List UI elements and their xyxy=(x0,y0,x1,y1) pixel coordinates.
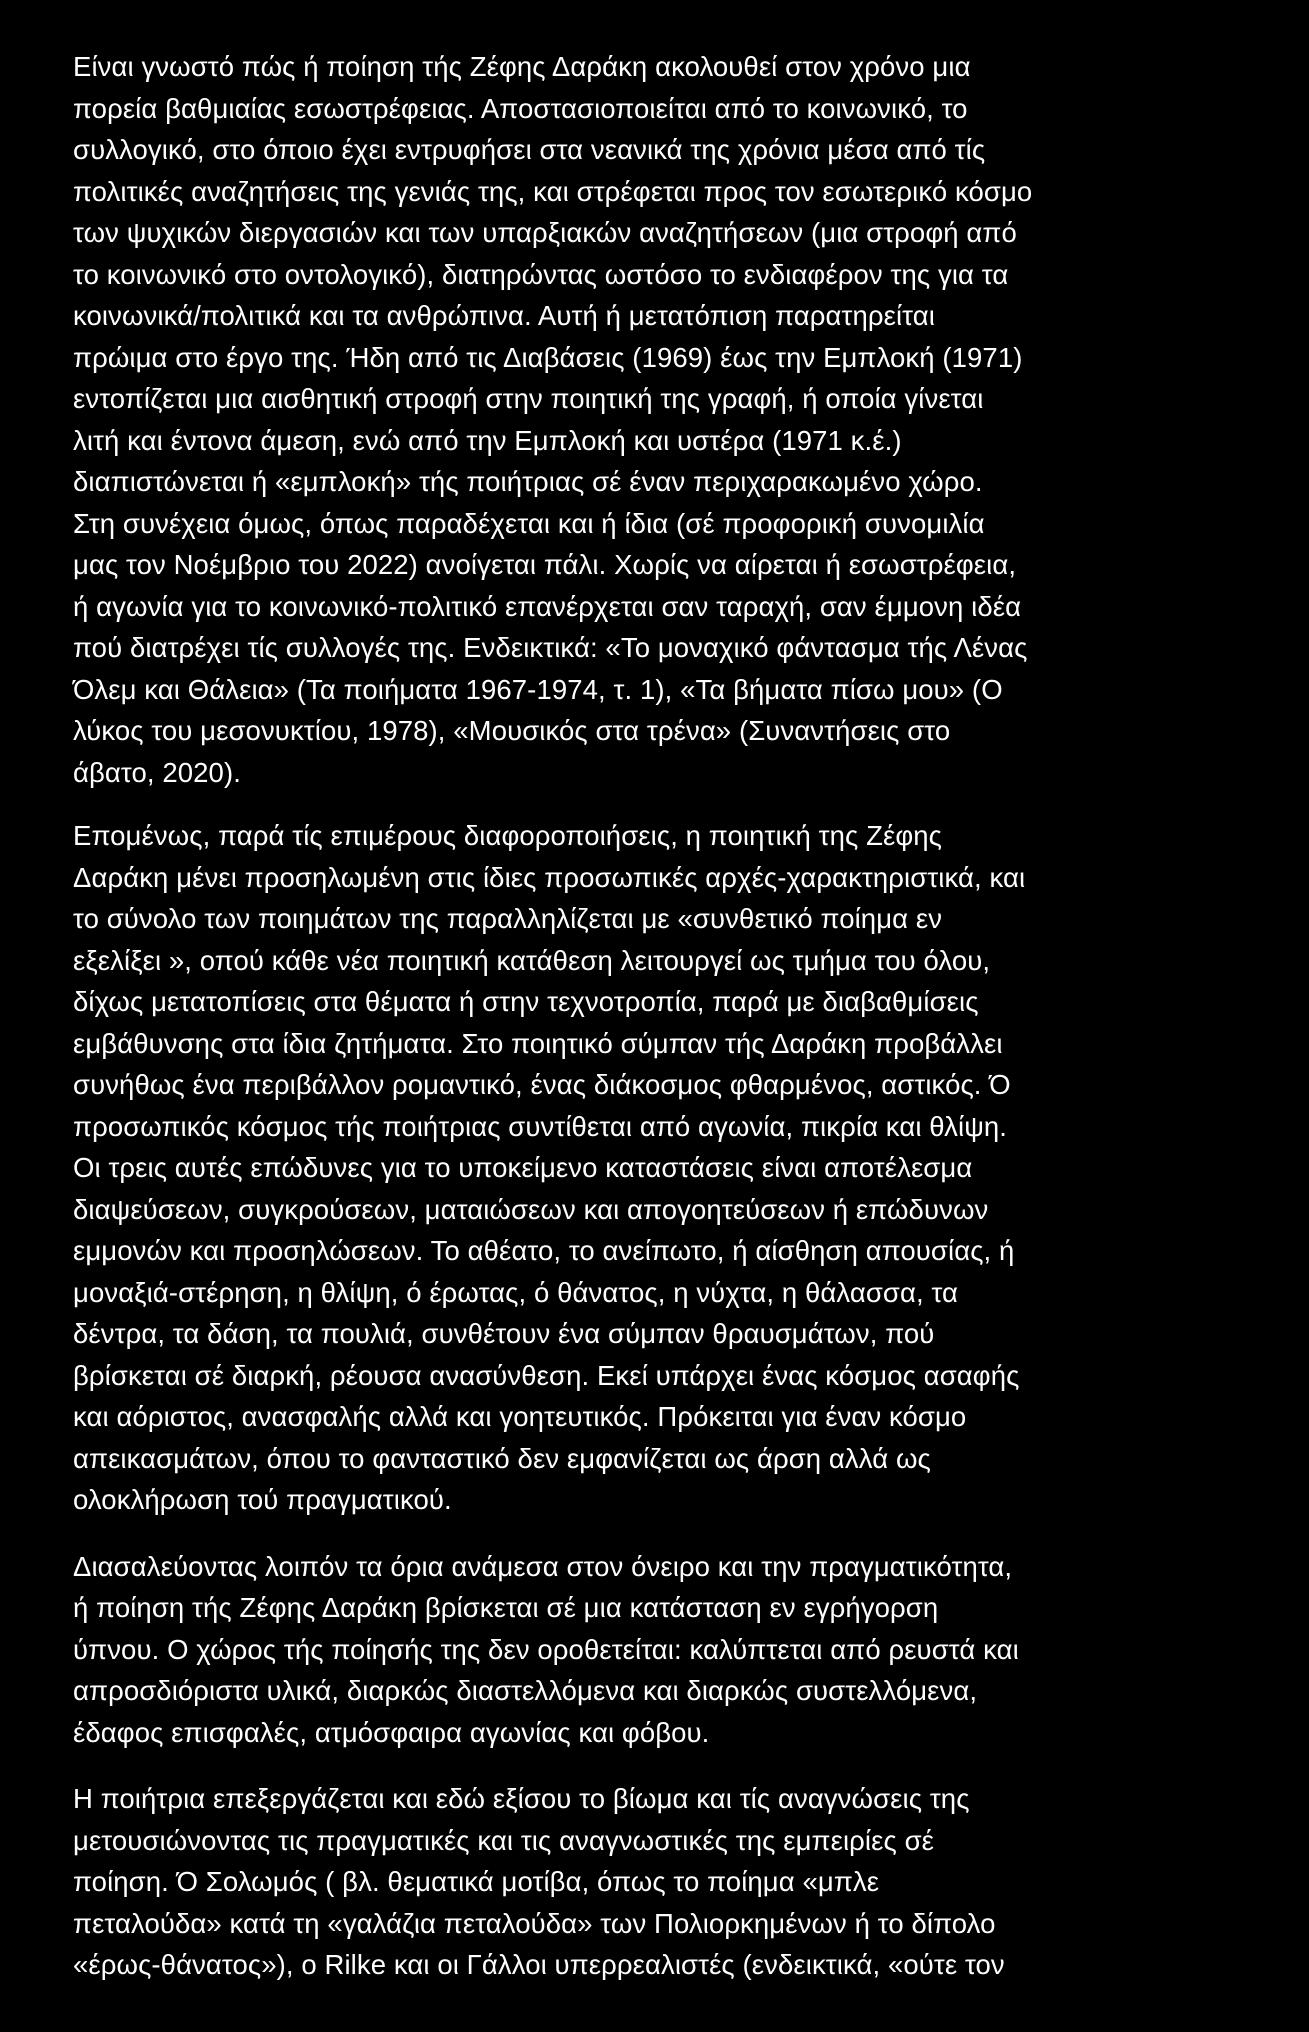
text-line: διαψεύσεων, συγκρούσεων, ματαιώσεων και απογοητεύσεων ή επώδυνων xyxy=(73,1193,989,1225)
text-line: απροσδιόριστα υλικά, διαρκώς διαστελλόμενα και διαρκώς συστελλόμενα, xyxy=(73,1675,978,1706)
text-line: προσωπικός κόσμος τής ποιήτριας συντίθεται από αγωνία, πικρία και θλίψη. xyxy=(73,1110,1008,1142)
text-line: δέντρα, τα δάση, τα πουλιά, συνθέτουν ένα σύμπαν θραυσμάτων, πού xyxy=(73,1318,935,1349)
text-line: συνήθως ένα περιβάλλον ρομαντικό, ένας διάκοσμος φθαρμένος, αστικός. Ό xyxy=(73,1069,1011,1100)
text-line: κοινωνικά/πολιτικά και τα ανθρώπινα. Αυτή ή μετατόπιση παρατηρείται xyxy=(73,300,935,331)
text-line: εμβάθυνσης στα ίδια ζητήματα. Στο ποιητικό σύμπαν τής Δαράκη προβάλλει xyxy=(73,1027,1003,1059)
text-line: των ψυχικών διεργασιών και των υπαρξιακών αναζητήσεων (μια στροφή από xyxy=(73,217,1017,248)
text-line: ολοκλήρωση τού πραγματικού. xyxy=(73,1484,452,1515)
text-line: λιτή και έντονα άμεση, ενώ από την Εμπλοκή και υστέρα (1971 κ.έ.) xyxy=(73,424,902,456)
text-line: μετουσιώνοντας τις πραγματικές και τις αναγνωστικές της εμπειρίες σέ xyxy=(73,1824,935,1856)
text-line: πού διατρέχει τίς συλλογές της. Ενδεικτικά: «Το μοναχικό φάντασμα τής Λένας xyxy=(73,632,1028,663)
text-line: εντοπίζεται μια αισθητική στροφή στην ποιητική της γραφή, ή οποία γίνεται xyxy=(73,383,984,414)
paragraph-1 xyxy=(73,46,1243,793)
text-line: ή ποίηση τής Ζέφης Δαράκη βρίσκεται σέ μια κατάσταση εν εγρήγορση xyxy=(73,1592,939,1623)
text-line: συλλογικό, στο όποιο έχει εντρυφήσει στα νεανικά της χρόνια μέσα από τίς xyxy=(73,134,986,165)
text-line: μοναξιά-στέρηση, η θλίψη, ό έρωτας, ό θάνατος, η νύχτα, η θάλασσα, τα xyxy=(73,1276,959,1308)
paragraph-3 xyxy=(73,1546,1243,1754)
text-line: απεικασμάτων, όπου το φανταστικό δεν εμφανίζεται ως άρση αλλά ως xyxy=(73,1442,931,1474)
text-line: άβατο, 2020). xyxy=(73,756,241,788)
text-line: Όλεμ και Θάλεια» (Τα ποιήματα 1967-1974, τ. 1), «Τα βήματα πίσω μου» (Ο xyxy=(73,673,1003,705)
text-line: εξελίξει », οπού κάθε νέα ποιητική κατάθεση λειτουργεί ως τμήμα του όλου, xyxy=(73,944,991,976)
text-line: «έρως-θάνατος»), ο Rilke και οι Γάλλοι υπερρεαλιστές (ενδεικτικά, «ούτε τον xyxy=(73,1949,1005,1980)
text-line: πεταλούδα» κατά τη «γαλάζια πεταλούδα» των Πολιορκημένων ή το δίπολο xyxy=(73,1907,996,1939)
text-line: λύκος του μεσονυκτίου, 1978), «Μουσικός στα τρένα» (Συναντήσεις στο xyxy=(73,715,951,746)
text-line: Επομένως, παρά τίς επιμέρους διαφοροποιήσεις, η ποιητική της Ζέφης xyxy=(73,820,943,851)
text-line: και αόριστος, ανασφαλής αλλά και γοητευτικός. Πρόκειται για έναν κόσμο xyxy=(73,1401,967,1432)
paragraph-2 xyxy=(73,815,1243,1521)
text-line: πολιτικές αναζητήσεις της γενιάς της, και στρέφεται προς τον εσωτερικό κόσμο xyxy=(73,175,1033,207)
text-line: Είναι γνωστό πώς ή ποίηση τής Ζέφης Δαράκη ακολουθεί στον χρόνο μια xyxy=(73,51,971,82)
text-line: Στη συνέχεια όμως, όπως παραδέχεται και ή ίδια (σέ προφορική συνομιλία xyxy=(73,507,985,539)
text-line: Οι τρεις αυτές επώδυνες για το υποκείμενο καταστάσεις είναι αποτέλεσμα xyxy=(73,1152,973,1183)
text-line: βρίσκεται σέ διαρκή, ρέουσα ανασύνθεση. Εκεί υπάρχει ένας κόσμος ασαφής xyxy=(73,1359,1020,1391)
text-line: Διασαλεύοντας λοιπόν τα όρια ανάμεσα στον όνειρο και την πραγματικότητα, xyxy=(73,1550,1013,1582)
text-line: δίχως μετατοπίσεις στα θέματα ή στην τεχνοτροπία, παρά με διαβαθμίσεις xyxy=(73,986,979,1017)
text-line: Η ποιήτρια επεξεργάζεται και εδώ εξίσου το βίωμα και τίς αναγνώσεις της xyxy=(73,1783,970,1814)
text-line: Δαράκη μένει προσηλωμένη στις ίδιες προσωπικές αρχές-χαρακτηριστικά, και xyxy=(73,861,1026,893)
text-line: πρώιμα στο έργο της. Ήδη από τις Διαβάσεις (1969) έως την Εμπλοκή (1971) xyxy=(73,341,1023,373)
document-page xyxy=(73,46,1243,2008)
paragraph-4 xyxy=(73,1778,1243,1986)
text-line: ύπνου. Ο χώρος τής ποίησής της δεν οροθετείται: καλύπτεται από ρευστά και xyxy=(73,1633,1019,1665)
text-line: το σύνολο των ποιημάτων της παραλληλίζεται με «συνθετικό ποίημα εν xyxy=(73,903,943,934)
text-line: διαπιστώνεται ή «εμπλοκή» τής ποιήτριας σέ έναν περιχαρακωμένο χώρο. xyxy=(73,466,983,497)
text-line: ποίηση. Ό Σολωμός ( βλ. θεματικά μοτίβα, όπως το ποίημα «μπλε xyxy=(73,1866,880,1897)
text-line: έδαφος επισφαλές, ατμόσφαιρα αγωνίας και φόβου. xyxy=(73,1716,710,1748)
text-line: ή αγωνία για το κοινωνικό-πολιτικό επανέρχεται σαν ταραχή, σαν έμμονη ιδέα xyxy=(73,590,1022,622)
text-line: το κοινωνικό στο οντολογικό), διατηρώντας ωστόσο το ενδιαφέρον της για τα xyxy=(73,258,1009,290)
text-line: πορεία βαθμιαίας εσωστρέφειας. Αποστασιοποιείται από το κοινωνικό, το xyxy=(73,92,968,124)
text-line: εμμονών και προσηλώσεων. Το αθέατο, το ανείπωτο, ή αίσθηση απουσίας, ή xyxy=(73,1235,1015,1266)
text-line: μας τον Νοέμβριο του 2022) ανοίγεται πάλι. Χωρίς να αίρεται ή εσωστρέφεια, xyxy=(73,549,1017,580)
